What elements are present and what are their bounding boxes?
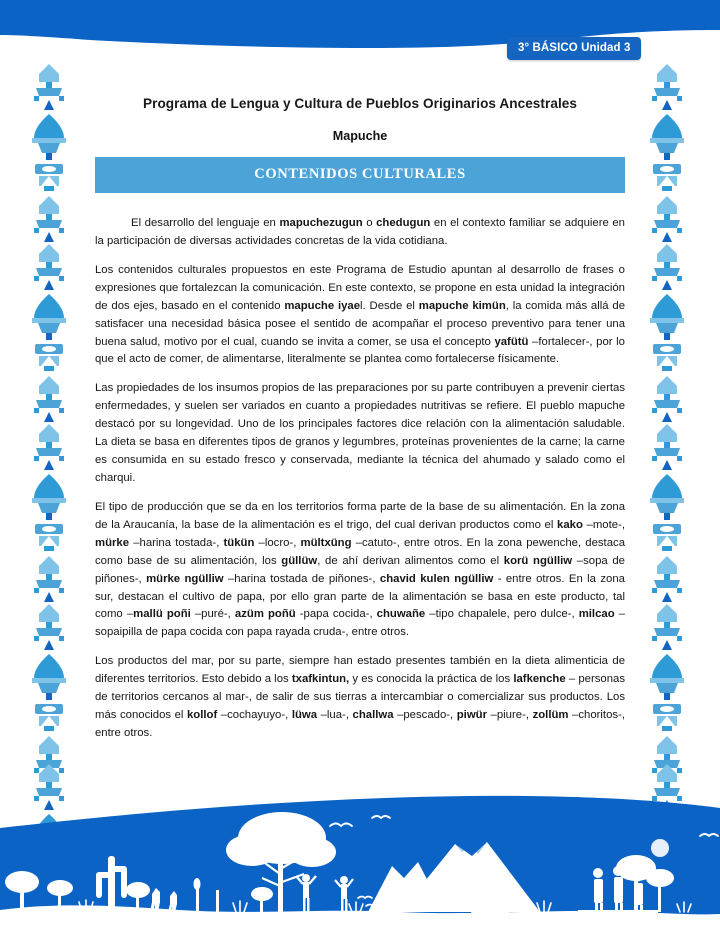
mapuche-term: mapuche kimün	[418, 299, 506, 312]
mapuche-term: milcao	[578, 608, 615, 621]
paragraph-list	[95, 215, 625, 743]
header-blue-band	[0, 0, 720, 72]
page-title: Programa de Lengua y Cultura de Pueblos Originarios Ancestrales	[143, 96, 577, 111]
mapuche-term: güllüw	[281, 554, 318, 567]
mapuche-term: kako	[557, 518, 583, 531]
mapuche-term: korü ngülliw	[503, 554, 573, 567]
section-banner: CONTENIDOS CULTURALES	[95, 157, 625, 193]
par-2: Los contenidos culturales propuestos en este Programa de Estudio apuntan al desarrollo de frases o expresiones que fortalezcan la comunicación. En este contexto, se propone en esta unidad la integración de dos ejes, basado en el contenido mapuche iyael. Desde el mapuche kimün, la comida más allá de satisfacer una necesidad básica posee el sentido de acompañar el proceso preventivo para tener una buena salud, motivo por el cual, cuando se invita a comer, se usa el concepto yafütü –fortalecer-, por lo que el acto de comer, de alimentarse, literalmente se plantea como fortalecerse físicamente.	[95, 263, 626, 366]
mapuche-term: txafkintun,	[291, 673, 350, 686]
mapuche-term: chavid kulen ngülliw	[379, 572, 494, 585]
page-subtitle: Mapuche	[332, 129, 388, 143]
mapuche-term: zollüm	[532, 709, 569, 722]
mapuche-term: azüm poñü	[234, 608, 296, 621]
mapuche-term: chedugun	[376, 217, 431, 229]
mapuche-term: mürke	[95, 536, 130, 549]
par-5: Los productos del mar, por su parte, siempre han estado presentes también en la dieta alimenticia de diferentes territorios. Esto debido a los txafkintun, y es conocida la práctica de los lafkenche – personas de territorios cercanos al mar-, de salir de sus tierras a intercambiar o comercializar sus productos. Los más conocidos el kollof –cochayuyo-, lüwa –lua-, challwa –pescado-, piwür –piure-, zollüm –choritos-, entre otros.	[95, 655, 625, 739]
left-ornament-band	[26, 62, 72, 852]
par-1: El desarrollo del lenguaje en mapuchezugun o chedugun en el contexto familiar se adquiere en la participación de diversas actividades concretas de la vida cotidiana.	[95, 217, 625, 247]
mapuche-term: mültxüng	[300, 536, 352, 549]
mapuche-term: challwa	[352, 709, 394, 722]
mapuche-term: tükün	[223, 536, 255, 549]
unit-badge: 3° BÁSICO Unidad 3	[507, 37, 641, 60]
footer-illustration	[0, 782, 720, 932]
mapuche-term: lafkenche	[513, 673, 566, 686]
mapuche-term: mapuchezugun	[279, 217, 363, 229]
mapuche-term: chuwañe	[376, 608, 426, 621]
mapuche-term: yafütü	[494, 335, 529, 348]
par-4: El tipo de producción que se da en los territorios forma parte de la base de su alimentación. En la zona de la Araucanía, la base de la alimentación es el trigo, del cual derivan productos como el kako –mote-, mürke –harina tostada-, tükün –locro-, mültxüng –catuto-, entre otros. En la zona pewenche, destaca como base de su alimentación, los güllüw, de ahí derivan alimentos como el korü ngülliw –sopa de piñones-, mürke ngülliw –harina tostada de piñones-, chavid kulen ngülliw - entre otros. En la zona sur, destacan el cultivo de papa, por ello gran parte de la alimentación se basa en este producto, tal como –mallü poñi –puré-, azüm poñü -papa cocida-, chuwañe –tipo chapalele, pero dulce-, milcao –sopaipilla de papa cocida con papa rayada cruda-, entre otros.	[95, 500, 626, 639]
mapuche-term: mürke ngülliw	[146, 572, 224, 585]
right-ornament-band	[644, 62, 690, 852]
mapuche-term: lüwa	[291, 709, 318, 722]
mapuche-term: mapuche iyae	[284, 299, 361, 312]
mapuche-term: piwür	[456, 709, 487, 722]
mapuche-term: mallü poñi	[133, 608, 191, 621]
document-content	[95, 96, 625, 754]
par-3: Las propiedades de los insumos propios de las preparaciones por su parte contribuyen a prevenir ciertas enfermedades, y suelen ser variados en cuanto a propiedades nutritivas se refiere. El pueblo mapuche destacó por su longevidad. Uno de los principales factores dice relación con la alimentación saludable. La dieta se basa en diferentes tipos de granos y legumbres, proteínas provenientes de la carne; la carne es consumida en su estado fresco y conservada, mediante la técnica del ahumado y salado como el charqui.	[95, 382, 625, 484]
mapuche-term: kollof	[187, 709, 218, 722]
